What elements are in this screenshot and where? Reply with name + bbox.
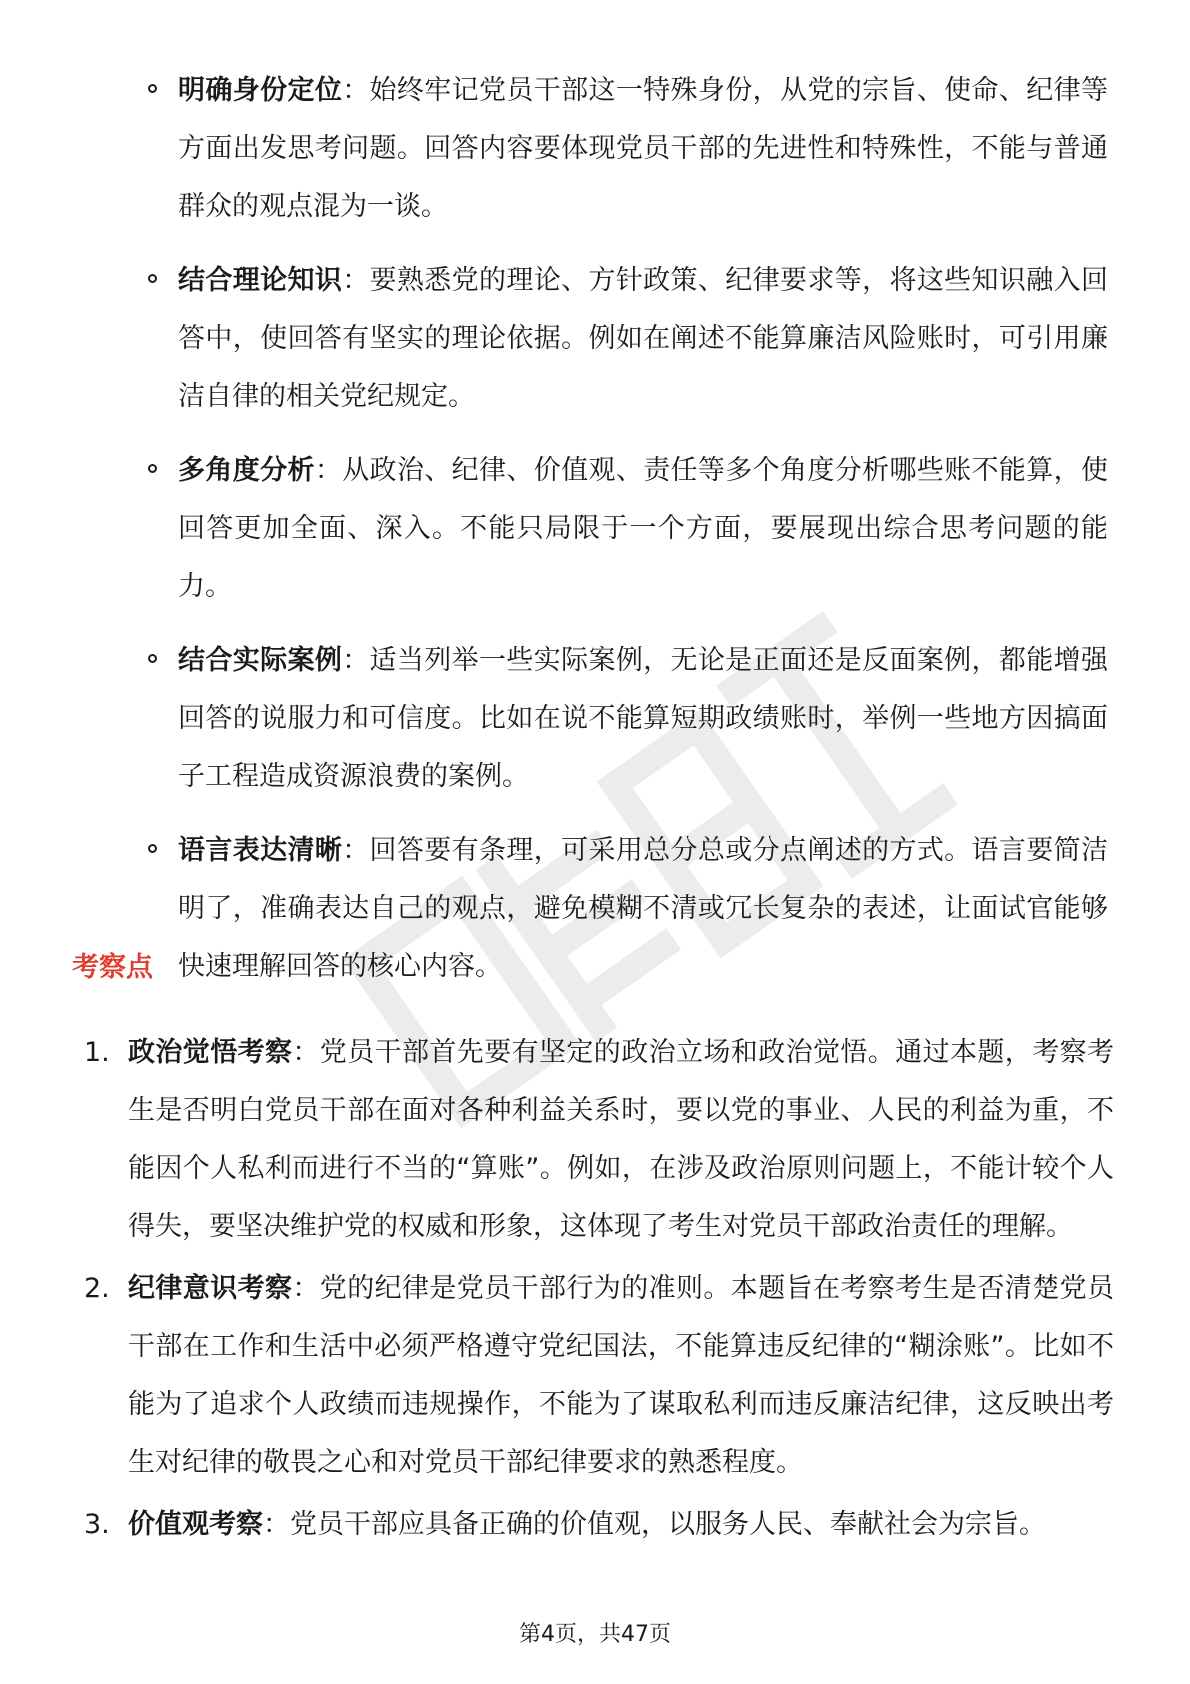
item-text: ：党的纪律是党员干部行为的准则。本题旨在考察考生是否清楚党员干部在工作和生活中必须严格遵守党纪国法，不能算违反纪律的“糊涂账”。比如不能为了追求个人政绩而违规操作，不能为了谋取私利而违反廉洁纪律，这反映出考生对纪律的敬畏之心和对党员干部纪律要求的熟悉程度。	[128, 1273, 1115, 1478]
item-number: 3.	[84, 1509, 110, 1540]
list-item	[148, 822, 1108, 996]
list-item	[148, 632, 1108, 806]
hollow-circle-bullet-icon	[148, 84, 157, 93]
bullet-term: 多角度分析	[178, 455, 315, 486]
bullet-term: 明确身份定位	[178, 75, 343, 106]
item-term: 政治觉悟考察	[128, 1037, 293, 1068]
item-text: ：党员干部应具备正确的价值观，以服务人民、奉献社会为宗旨。	[263, 1509, 1046, 1540]
bullet-text: ：从政治、纪律、价值观、责任等多个角度分析哪些账不能算，使回答更加全面、深入。不能只局限于一个方面，要展现出综合思考问题的能力。	[178, 455, 1109, 602]
hollow-circle-bullet-icon	[148, 844, 157, 853]
item-number: 2.	[84, 1273, 110, 1304]
assessment-point-list	[84, 1024, 1114, 1558]
bullet-text: ：始终牢记党员干部这一特殊身份，从党的宗旨、使命、纪律等方面出发思考问题。回答内容要体现党员干部的先进性和特殊性，不能与普通群众的观点混为一谈。	[178, 75, 1109, 222]
bullet-text: ：适当列举一些实际案例，无论是正面还是反面案例，都能增强回答的说服力和可信度。比如在说不能算短期政绩账时，举例一些地方因搞面子工程造成资源浪费的案例。	[178, 645, 1109, 792]
section-heading: 考察点	[72, 952, 153, 983]
page-number-footer: 第4页，共47页	[519, 1622, 671, 1647]
bullet-text: ：要熟悉党的理论、方针政策、纪律要求等，将这些知识融入回答中，使回答有坚实的理论依据。例如在阐述不能算廉洁风险账时，可引用廉洁自律的相关党纪规定。	[178, 265, 1109, 412]
list-item	[84, 1024, 1114, 1256]
item-text: ：党员干部首先要有坚定的政治立场和政治觉悟。通过本题，考察考生是否明白党员干部在面对各种利益关系时，要以党的事业、人民的利益为重，不能因个人私利而进行不当的“算账”。例如，在涉及政治原则问题上，不能计较个人得失，要坚决维护党的权威和形象，这体现了考生对党员干部政治责任的理解。	[128, 1037, 1115, 1242]
list-item	[148, 62, 1108, 236]
hollow-circle-bullet-icon	[148, 464, 157, 473]
list-item	[148, 442, 1108, 616]
item-term: 纪律意识考察	[128, 1273, 293, 1304]
bullet-term: 结合理论知识	[178, 265, 343, 296]
list-item	[148, 252, 1108, 426]
hollow-circle-bullet-icon	[148, 274, 157, 283]
approach-bullet-list	[148, 62, 1108, 1012]
list-item	[84, 1260, 1114, 1492]
item-number: 1.	[84, 1037, 110, 1068]
bullet-term: 语言表达清晰	[178, 835, 343, 866]
list-item	[84, 1496, 1114, 1554]
bullet-term: 结合实际案例	[178, 645, 343, 676]
bullet-text: ：回答要有条理，可采用总分总或分点阐述的方式。语言要简洁明了，准确表达自己的观点，避免模糊不清或冗长复杂的表述，让面试官能够快速理解回答的核心内容。	[178, 835, 1109, 982]
hollow-circle-bullet-icon	[148, 654, 157, 663]
item-term: 价值观考察	[128, 1509, 263, 1540]
